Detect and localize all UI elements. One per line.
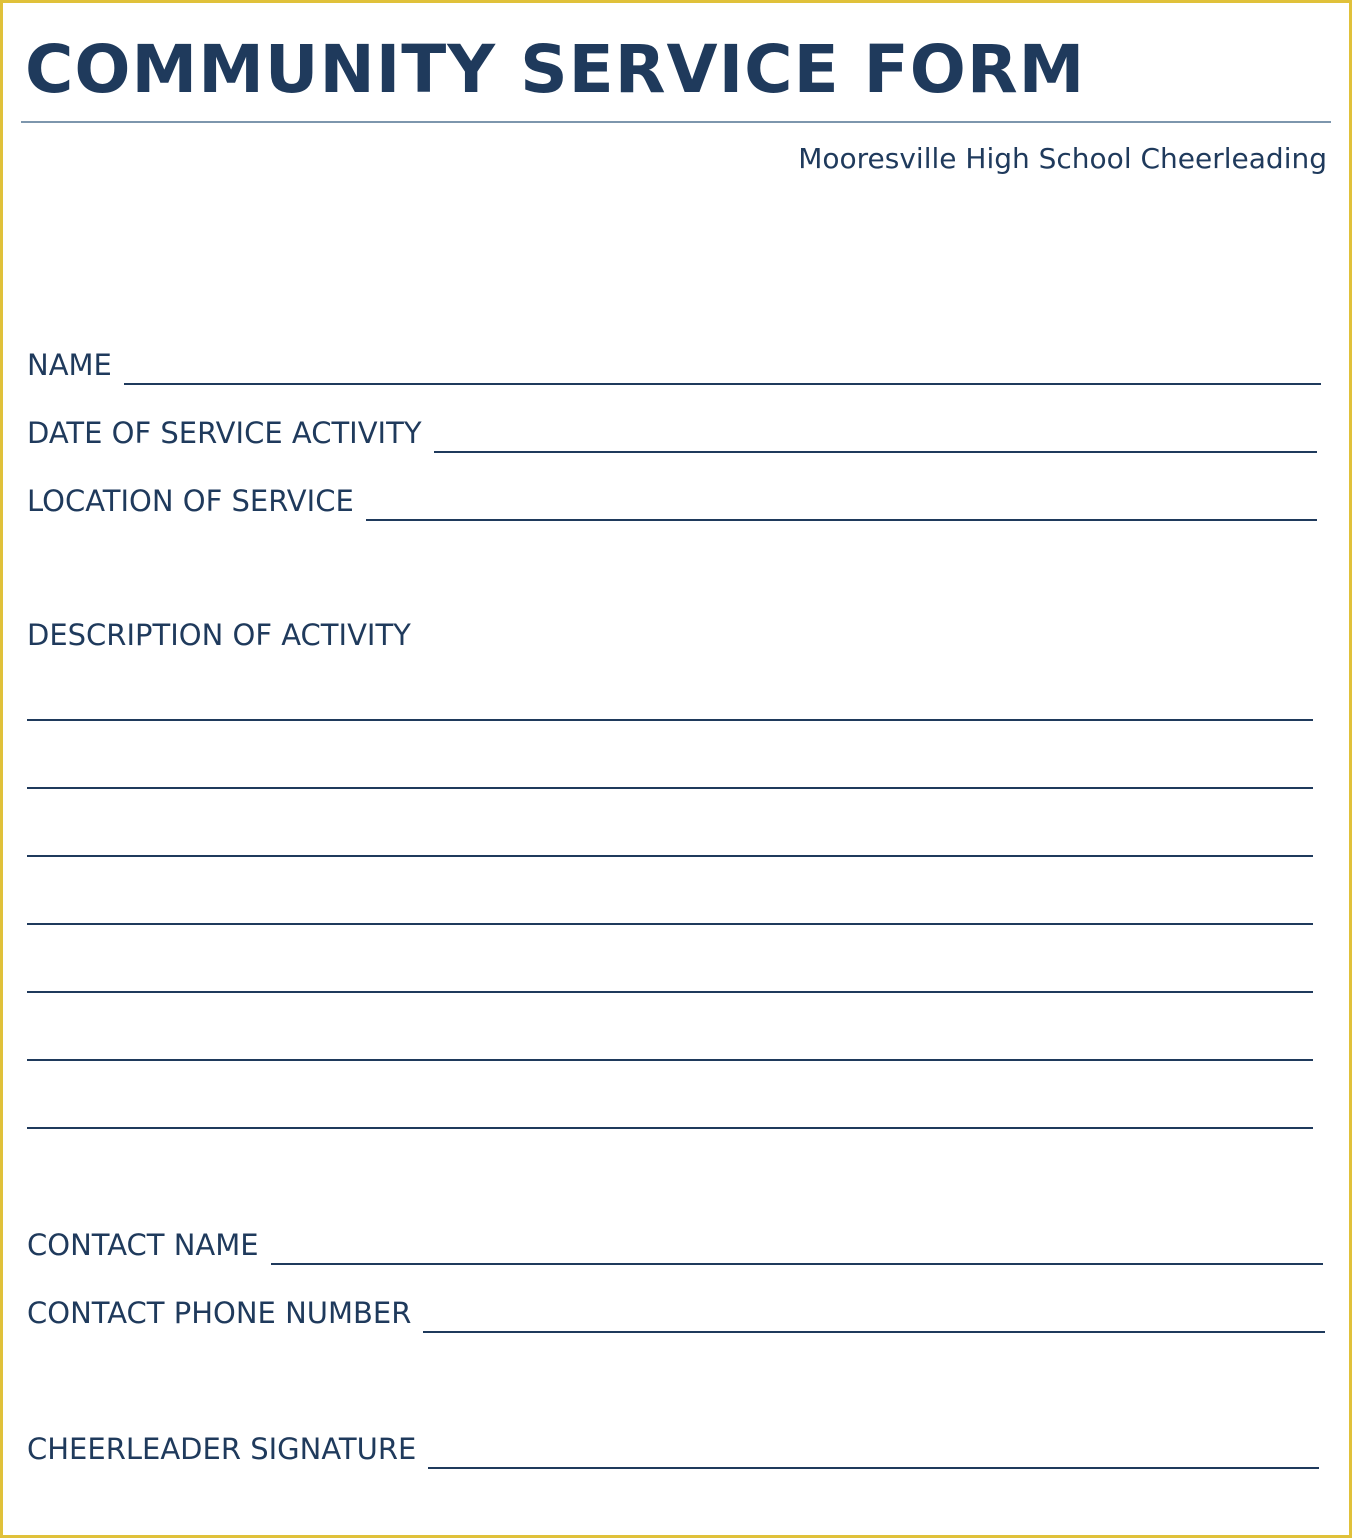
description-line[interactable] [27, 923, 1313, 925]
contact-phone-field [27, 1287, 1325, 1333]
contact-phone-input-line[interactable] [423, 1331, 1325, 1333]
date-label: DATE OF SERVICE ACTIVITY [27, 416, 422, 450]
name-field [27, 339, 1321, 385]
location-field [27, 475, 1317, 521]
form-subtitle: Mooresville High School Cheerleading [798, 142, 1327, 175]
date-input-line[interactable] [434, 451, 1317, 453]
description-line[interactable] [27, 991, 1313, 993]
title-divider [21, 121, 1331, 123]
description-line[interactable] [27, 787, 1313, 789]
name-label: NAME [27, 348, 112, 382]
signature-input-line[interactable] [428, 1467, 1319, 1469]
date-field [27, 407, 1317, 453]
location-label: LOCATION OF SERVICE [27, 484, 354, 518]
description-line[interactable] [27, 855, 1313, 857]
description-line[interactable] [27, 1059, 1313, 1061]
description-line[interactable] [27, 719, 1313, 721]
signature-field [27, 1423, 1319, 1469]
contact-phone-label: CONTACT PHONE NUMBER [27, 1296, 412, 1330]
signature-label: CHEERLEADER SIGNATURE [27, 1432, 417, 1466]
location-input-line[interactable] [366, 519, 1317, 521]
description-line[interactable] [27, 1127, 1313, 1129]
description-heading: DESCRIPTION OF ACTIVITY [27, 618, 411, 652]
form-title: COMMUNITY SERVICE FORM [25, 31, 1086, 108]
contact-name-label: CONTACT NAME [27, 1228, 259, 1262]
name-input-line[interactable] [124, 383, 1321, 385]
contact-name-input-line[interactable] [271, 1263, 1323, 1265]
contact-name-field [27, 1219, 1323, 1265]
